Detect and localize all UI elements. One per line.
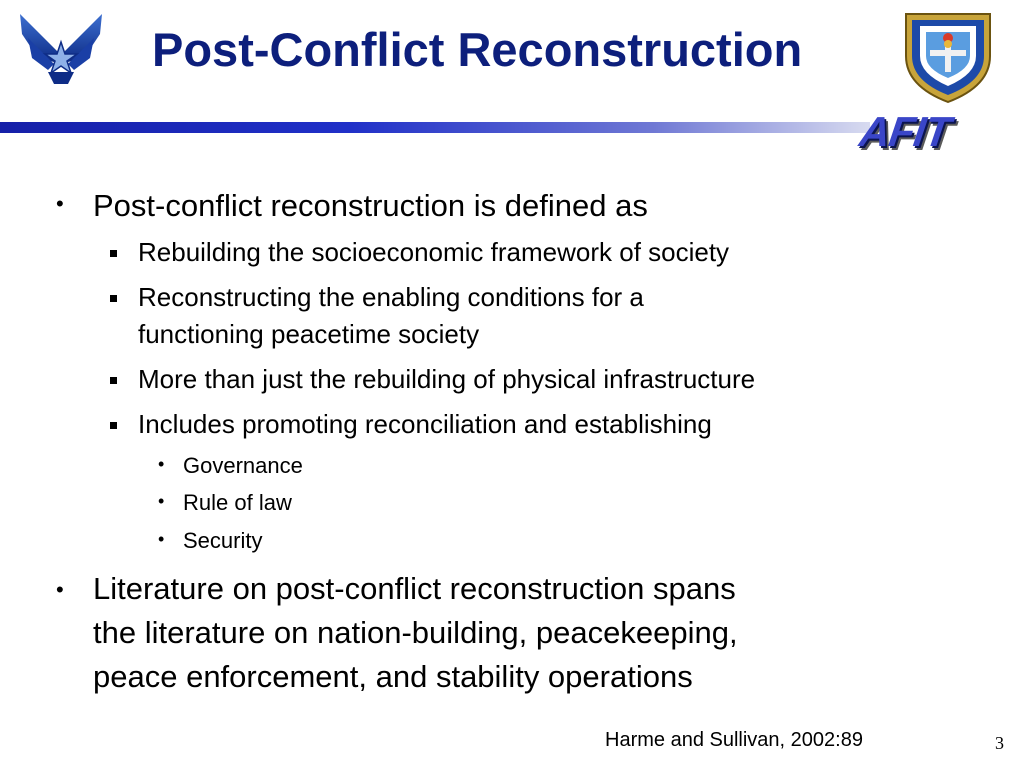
sub-bullet-text: More than just the rebuilding of physical infrastructure	[138, 364, 756, 394]
slide-title: Post-Conflict Reconstruction	[152, 23, 803, 76]
sub-bullet-text: Rebuilding the socioeconomic framework of society	[138, 237, 730, 267]
sub-bullet-text-continued: functioning peacetime society	[138, 319, 480, 349]
page-number: 3	[995, 733, 1004, 753]
citation: Harme and Sullivan, 2002:89	[605, 729, 863, 751]
small-bullet-marker: •	[158, 529, 165, 549]
sub-bullet-text: Includes promoting reconciliation and establishing	[138, 409, 712, 439]
square-bullet-marker	[110, 295, 117, 302]
sub-sub-bullet-text: Governance	[183, 453, 303, 478]
bullet-text: Literature on post-conflict reconstruction spans	[93, 571, 736, 606]
bullet-text: Post-conflict reconstruction is defined as	[93, 188, 648, 223]
afit-logo: AFIT	[856, 108, 953, 155]
small-bullet-marker: •	[158, 491, 165, 511]
bullet-marker: •	[56, 191, 64, 216]
sub-sub-bullet-text: Rule of law	[183, 490, 292, 515]
small-bullet-marker: •	[158, 454, 165, 474]
square-bullet-marker	[110, 250, 117, 257]
sub-bullet-text: Reconstructing the enabling conditions for a	[138, 282, 644, 312]
bullet-text-continued: peace enforcement, and stability operations	[93, 659, 693, 694]
bullet-marker: •	[56, 577, 64, 602]
sub-sub-bullet-text: Security	[183, 528, 263, 553]
square-bullet-marker	[110, 377, 117, 384]
bullet-text-continued: the literature on nation-building, peacekeeping,	[93, 615, 738, 650]
square-bullet-marker	[110, 422, 117, 429]
